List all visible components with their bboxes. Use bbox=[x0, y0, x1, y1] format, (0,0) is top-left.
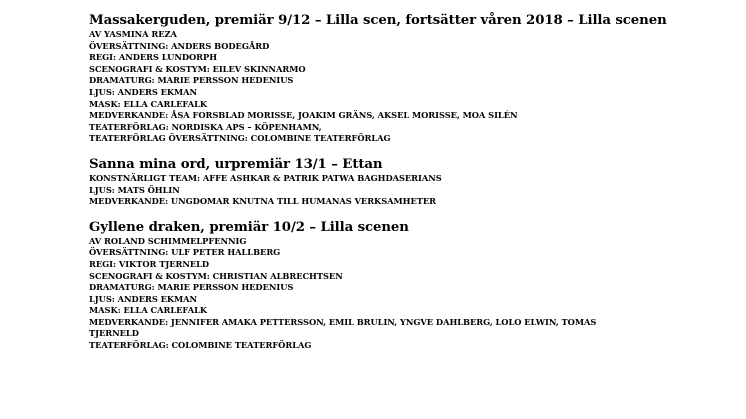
production-title: Massakerguden, premiär 9/12 – Lilla scen, fortsätter våren 2018 – Lilla scenen bbox=[89, 13, 667, 28]
production-section bbox=[89, 220, 649, 352]
credit-scenography: SCENOGRAFI & KOSTYM: EILEV SKINNARMO bbox=[89, 63, 306, 74]
credit-translation: ÖVERSÄTTNING: ULF PETER HALLBERG bbox=[89, 247, 281, 258]
credit-cast: MEDVERKANDE: ÅSA FORSBLAD MORISSE, JOAKIM GRÄNS, AKSEL MORISSE, MOA SILÉN bbox=[89, 110, 518, 121]
credit-lighting: LJUS: MATS ÖHLIN bbox=[89, 184, 180, 195]
production-title: Sanna mina ord, urpremiär 13/1 – Ettan bbox=[89, 156, 383, 172]
credit-makeup: MASK: ELLA CARLEFALK bbox=[89, 305, 208, 316]
production-section bbox=[89, 157, 649, 208]
credit-dramaturg: DRAMATURG: MARIE PERSSON HEDENIUS bbox=[89, 75, 294, 86]
credit-author: AV YASMINA REZA bbox=[89, 29, 177, 39]
document-page bbox=[89, 13, 667, 352]
credit-scenography: SCENOGRAFI & KOSTYM: CHRISTIAN ALBRECHTSEN bbox=[89, 270, 343, 281]
credit-makeup: MASK: ELLA CARLEFALK bbox=[89, 98, 208, 109]
credit-lighting: LJUS: ANDERS EKMAN bbox=[89, 293, 198, 304]
credit-translation-publisher: TEATERFÖRLAG ÖVERSÄTTNING: COLOMBINE TEATERFÖRLAG bbox=[89, 133, 391, 144]
credit-artistic-team: KONSTNÄRLIGT TEAM: AFFE ASHKAR & PATRIK PATWA BAGHDASERIANS bbox=[89, 172, 442, 183]
credit-cast: MEDVERKANDE: UNGDOMAR KNUTNA TILL HUMANAS VERKSAMHETER bbox=[89, 196, 436, 207]
credit-director: REGI: ANDERS LUNDORPH bbox=[89, 52, 217, 63]
credit-author: AV ROLAND SCHIMMELPFENNIG bbox=[89, 235, 247, 246]
credits-list bbox=[89, 236, 649, 352]
credit-director: REGI: VIKTOR TJERNELD bbox=[89, 258, 210, 269]
credit-dramaturg: DRAMATURG: MARIE PERSSON HEDENIUS bbox=[89, 282, 294, 293]
credit-publisher: TEATERFÖRLAG: COLOMBINE TEATERFÖRLAG bbox=[89, 340, 312, 351]
credits-list bbox=[89, 29, 649, 145]
credit-translation: ÖVERSÄTTNING: ANDERS BODEGÅRD bbox=[89, 40, 270, 51]
credits-list bbox=[89, 173, 649, 208]
credit-cast: MEDVERKANDE: JENNIFER AMAKA PETTERSSON, EMIL BRULIN, YNGVE DAHLBERG, LOLO ELWIN, TOMAS TJERNELD bbox=[89, 316, 597, 339]
production-title: Gyllene draken, premiär 10/2 – Lilla scenen bbox=[89, 219, 409, 235]
production-section bbox=[89, 13, 667, 145]
credit-publisher: TEATERFÖRLAG: NORDISKA APS – KÖPENHAMN, bbox=[89, 121, 322, 132]
credit-lighting: LJUS: ANDERS EKMAN bbox=[89, 86, 198, 97]
